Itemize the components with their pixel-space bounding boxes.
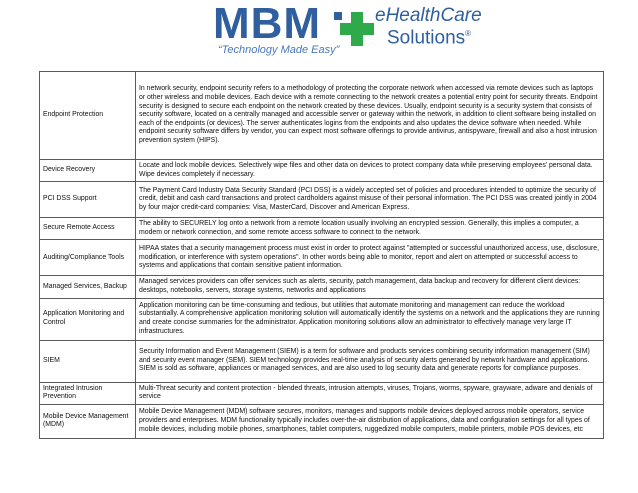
feature-description-cell: HIPAA states that a security management process must exist in order to protect against "attempted or successful unauthorized access, use, disclosure, modification, or interference with system operations". In other words being able to monitor, report and alert on attempted or successful access to systems and applications that contain sensitive patient information. (136, 240, 604, 276)
medical-cross-icon (340, 12, 374, 46)
feature-name-cell: SIEM (40, 340, 136, 382)
feature-name-cell: Endpoint Protection (40, 72, 136, 160)
feature-name-cell: Auditing/Compliance Tools (40, 240, 136, 276)
feature-name-cell: Mobile Device Management (MDM) (40, 404, 136, 438)
feature-description-cell: The Payment Card Industry Data Security Standard (PCI DSS) is a widely accepted set of policies and procedures intended to optimize the security of credit, debit and cash card transactions and protect cardholders against misuse of their personal information. The PCI DSS was created jointly in 2004 by four major credit-card companies: Visa, MasterCard, Discover and American Express. (136, 182, 604, 218)
feature-name-cell: Device Recovery (40, 160, 136, 182)
feature-description-cell: Mobile Device Management (MDM) software secures, monitors, manages and supports mobile devices deployed across mobile operators, service providers and enterprises. MDM functionality typically includes over-the-air distribution of applications, data and configuration settings for all types of mobile devices, including mobile phones, smartphones, tablet computers, ruggedized mobile computers, mobile printers, mobile POS devices, etc (136, 404, 604, 438)
table-row (40, 404, 604, 438)
features-table (39, 71, 604, 439)
mbm-logo-text: MBM (213, 0, 322, 48)
ehealthcare-logo-text: eHealthCare (375, 5, 482, 26)
solutions-logo-text: Solutions® (387, 27, 472, 49)
feature-description-cell: The ability to SECURELY log onto a network from a remote location usually involving an encrypted session. Generally, this implies a computer, a modem or network connection, and some remote access software to connect to the network. (136, 218, 604, 240)
feature-name-cell: Secure Remote Access (40, 218, 136, 240)
feature-name-cell: Integrated Intrusion Prevention (40, 382, 136, 404)
feature-description-cell: Security Information and Event Management (SIEM) is a term for software and products services combining security information management (SIM) and security event manager (SEM). SIEM technology provides real-time analysis of security alerts generated by network hardware and applications. SIEM is sold as software, appliances or managed services, and are also used to log security data and generate reports for compliance purposes. (136, 340, 604, 382)
table-row (40, 382, 604, 404)
table-row (40, 160, 604, 182)
feature-description-cell: In network security, endpoint security refers to a methodology of protecting the corporate network when accessed via remote devices such as laptops or other wireless and mobile devices. Each device with a remote connecting to the network creates a potential entry point for security threats. Endpoint security is designed to secure each endpoint on the network created by these devices. Usually, endpoint security is a security system that consists of security software, located on a centrally managed and accessible server or gateway within the network, in addition to client software being installed on each of the endpoints (or devices). The server authenticates logins from the endpoints and also updates the device software when needed. While endpoint security software differs by vendor, you can expect most software offerings to provide antivirus, antispyware, firewall and also a host intrusion prevention system (HIPS). (136, 72, 604, 160)
table-row (40, 72, 604, 160)
table-row (40, 298, 604, 340)
table-row (40, 240, 604, 276)
feature-description-cell: Multi-Threat security and content protection - blended threats, intrusion attempts, viruses, Trojans, worms, spyware, grayware, adware and denials of service (136, 382, 604, 404)
table-row (40, 182, 604, 218)
feature-name-cell: Application Monitoring and Control (40, 298, 136, 340)
tagline: “Technology Made Easy” (218, 44, 340, 56)
feature-description-cell: Locate and lock mobile devices. Selectively wipe files and other data on devices to protect company data while preserving employees’ personal data. Wipe devices completely if necessary. (136, 160, 604, 182)
table-row (40, 218, 604, 240)
company-header (0, 0, 638, 66)
table-row (40, 276, 604, 298)
feature-name-cell: PCI DSS Support (40, 182, 136, 218)
feature-description-cell: Managed services providers can offer services such as alerts, security, patch management, data backup and recovery for different client devices: desktops, notebooks, servers, storage systems, networks and applications (136, 276, 604, 298)
feature-description-cell: Application monitoring can be time-consuming and tedious, but utilities that automate monitoring and management can reduce the workload substantially. A comprehensive application monitoring solution will automatically identify the systems on a network and the applications they are running and create concise summaries for the administrator. Application monitoring solutions allow an administrator to effectively manage very large IT infrastructures. (136, 298, 604, 340)
table-row (40, 340, 604, 382)
feature-name-cell: Managed Services, Backup (40, 276, 136, 298)
